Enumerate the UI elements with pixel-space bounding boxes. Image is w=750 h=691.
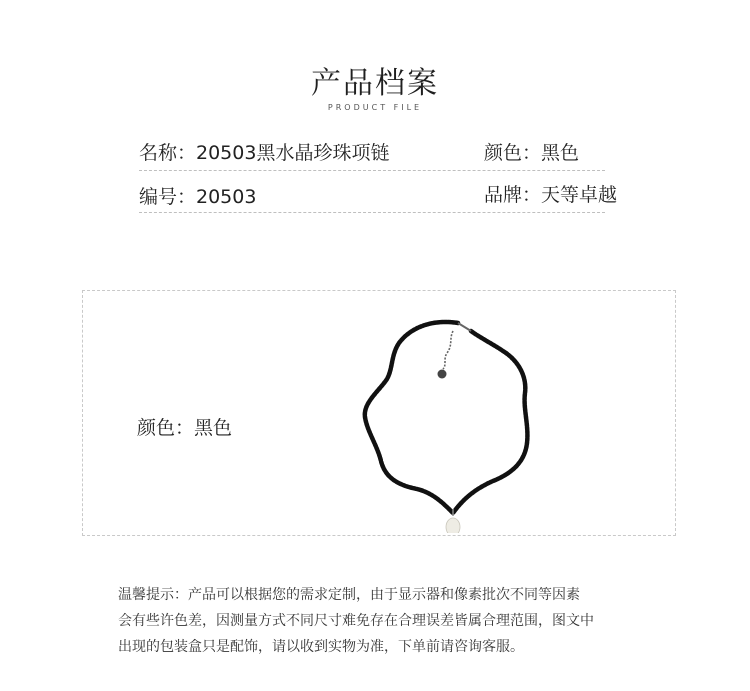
spec-name: 名称：20503黑水晶珍珠项链 [139, 142, 390, 164]
spec-brand: 品牌：天等卓越 [484, 184, 618, 206]
spec-number: 编号：20503 [139, 186, 257, 208]
spec-color: 颜色：黑色 [484, 142, 580, 164]
notice-line: 出现的包装盒只是配饰，请以收到实物为准，下单前请咨询客服。 [118, 639, 524, 655]
necklace-image [353, 313, 553, 533]
necklace-beads [365, 322, 528, 513]
charm-icon [438, 370, 447, 379]
product-color-label: 颜色：黑色 [137, 417, 233, 439]
spec-divider [139, 212, 605, 213]
notice-line: 温馨提示：产品可以根据您的需求定制，由于显示器和像素批次不同等因素 [118, 587, 580, 603]
necklace-clasp [458, 323, 471, 331]
notice-line: 会有些许色差，因测量方式不同尺寸难免存在合理误差皆属合理范围，图文中 [118, 613, 594, 629]
pearl-icon [446, 518, 460, 533]
spec-divider [139, 170, 605, 171]
page-subtitle: PRODUCT FILE [327, 103, 423, 112]
extender-chain [443, 331, 453, 369]
product-box [82, 290, 676, 536]
page-title: 产品档案 [311, 66, 439, 101]
notice [118, 582, 678, 660]
